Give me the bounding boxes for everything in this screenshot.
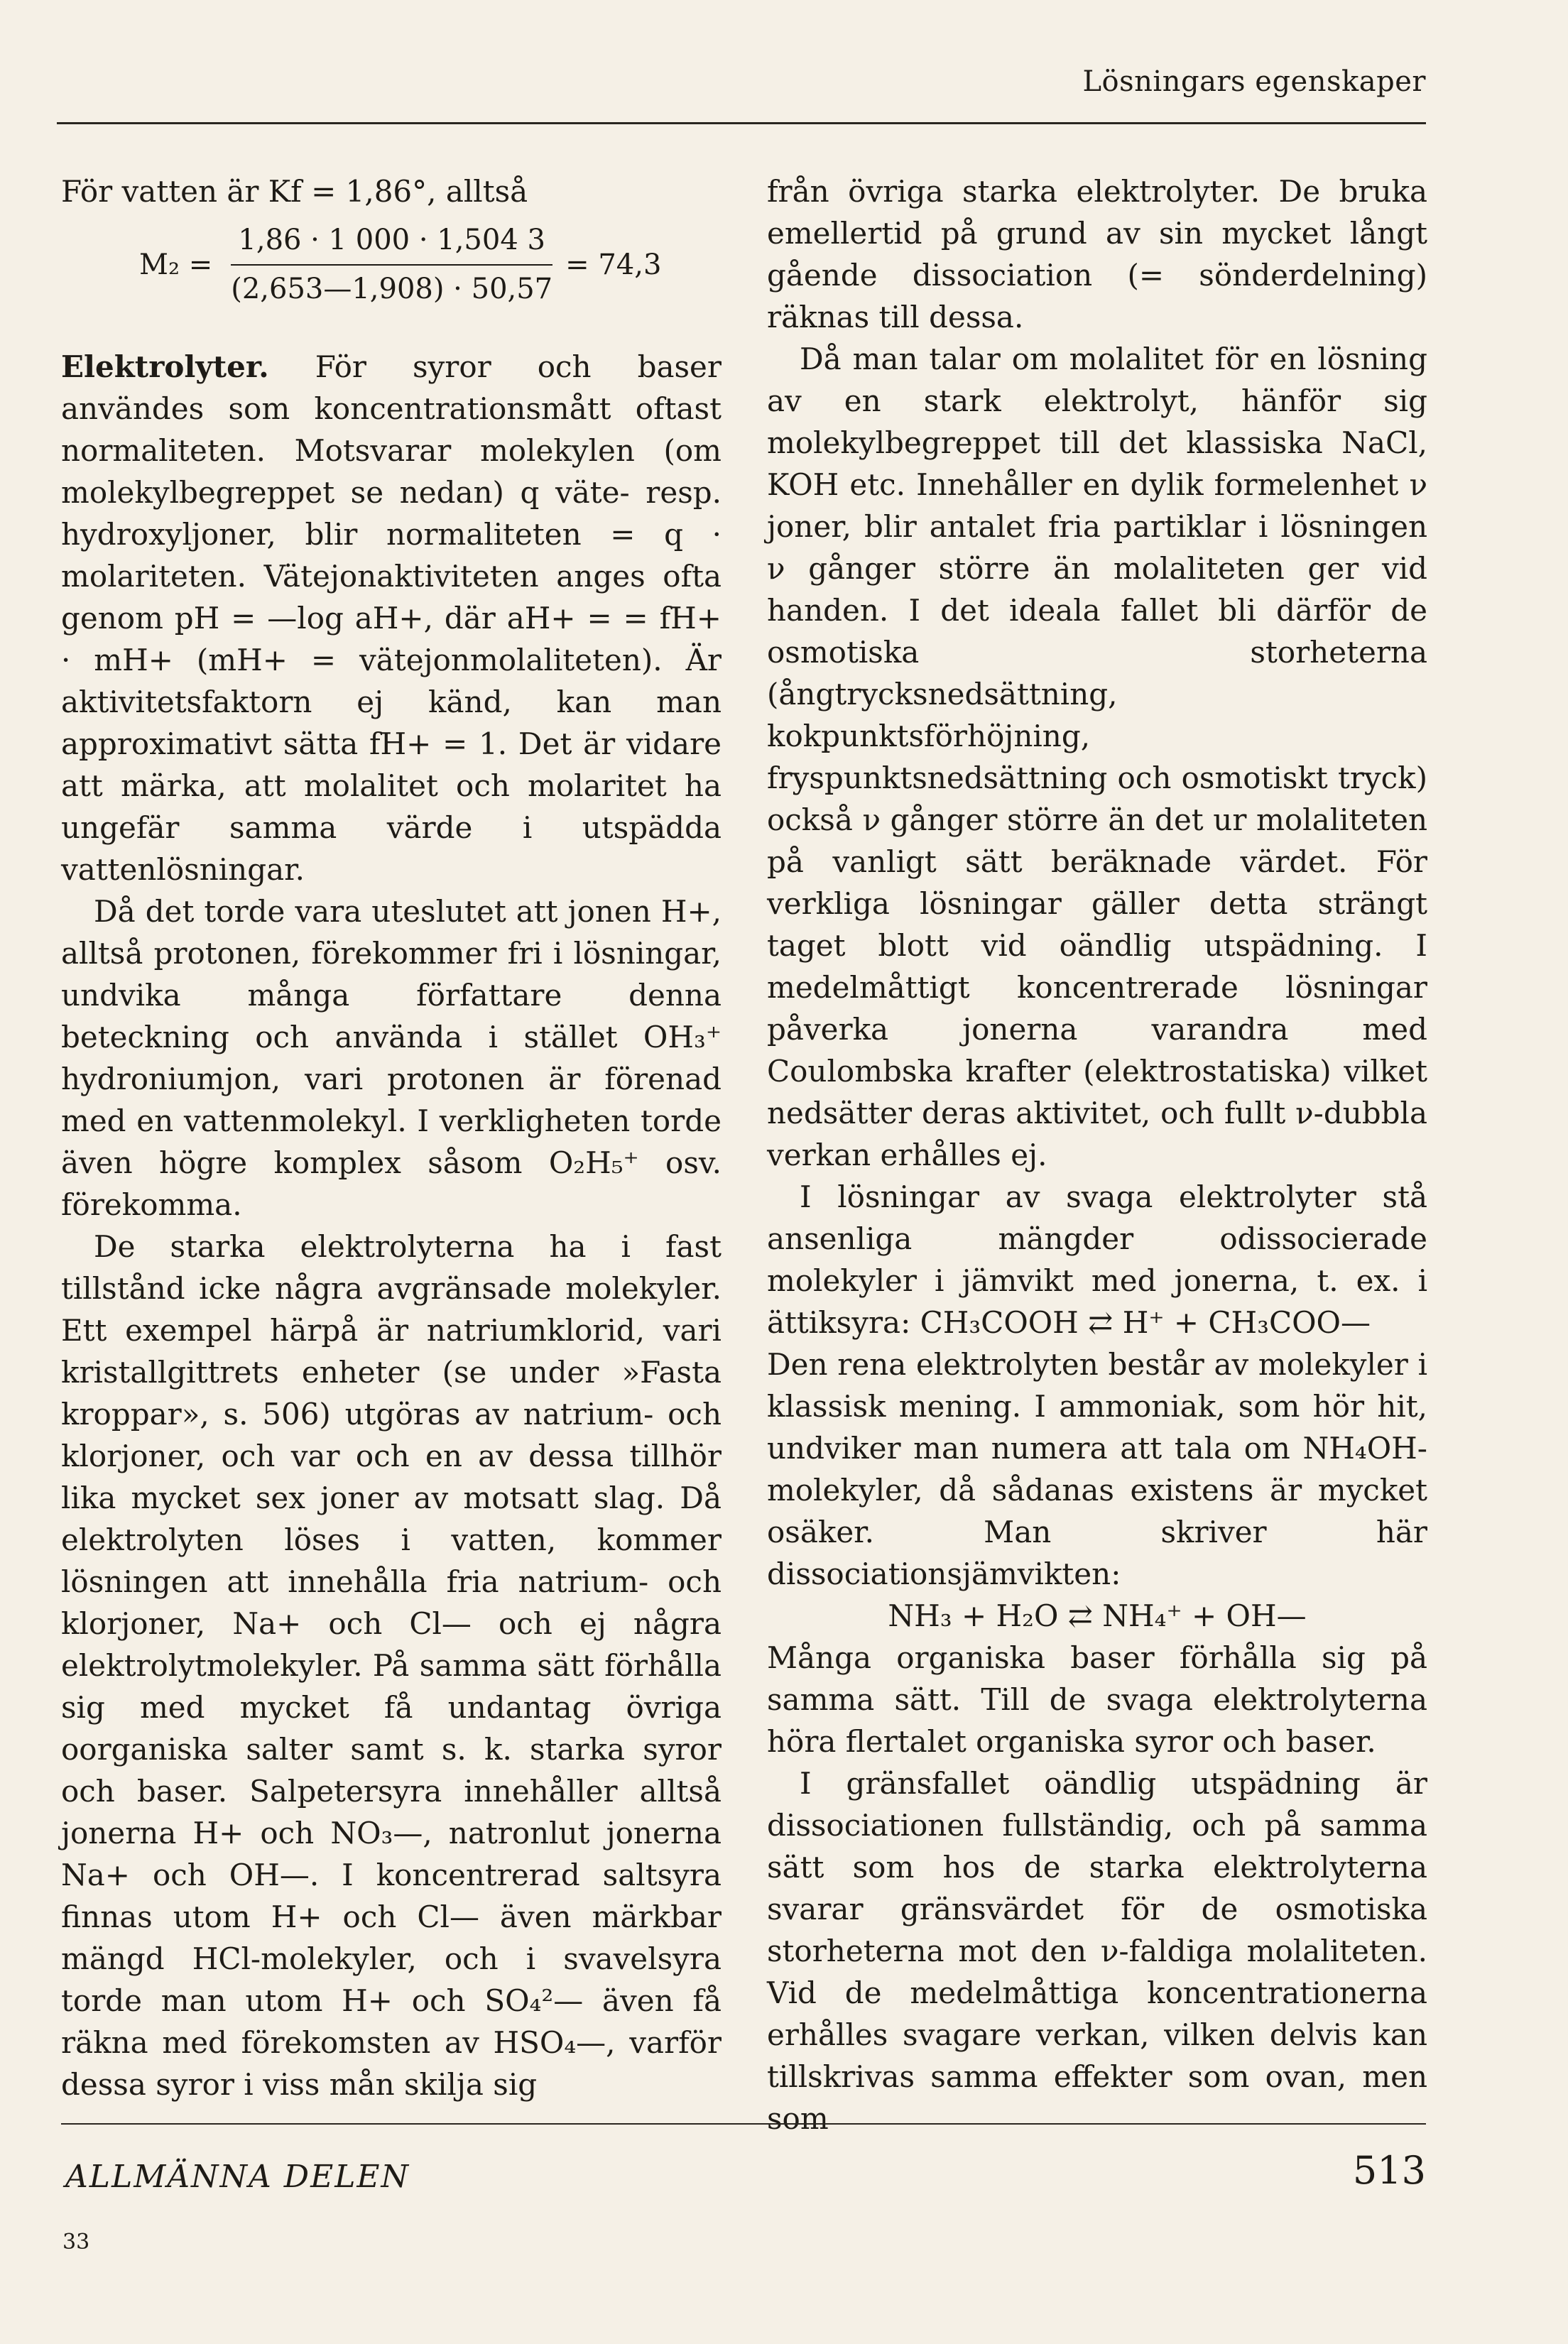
running-head: Lösningars egenskaper [1082, 65, 1426, 98]
paragraph: För syror och baser användes som koncentrationsmått oftast normaliteten. Motsvarar molekylen (om molekylbegreppet se nedan) q väte- resp. hydroxyljoner, blir normaliteten = q · molariteten. Vätejonaktiviteten anges ofta genom pH = —log aH+, där aH+ = = fH+ · mH+ (mH+ = vätejonmolaliteten). Är aktivitetsfaktorn ej känd, kan man approximativt sätta fH+ = 1. Det är vidare att märka, att molalitet och molaritet ha ungefär samma värde i utspädda vattenlösningar. [61, 349, 722, 887]
paragraph: I lösningar av svaga elektrolyter stå ansenliga mängder odissocierade molekyler i jämvikt med jonerna, t. ex. i ättiksyra: CH₃COOH ⇄ H⁺ + CH₃COO— [767, 1179, 1427, 1340]
header-rule [57, 122, 1426, 124]
paragraph: Den rena elektrolyten består av molekyler i klassisk mening. I ammoniak, som hör hit, undviker man numera att tala om NH₄OH-molekyler, då sådanas existens är mycket osäker. Man skriver här dissociationsjämvikten: [767, 1347, 1427, 1591]
formula-numerator: 1,86 · 1 000 · 1,504 3 [231, 219, 552, 266]
right-column [767, 170, 1427, 2139]
formula-result: = 74,3 [565, 248, 662, 281]
section-footer: ALLMÄNNA DELEN [65, 2159, 410, 2195]
paragraph: från övriga starka elektrolyter. De bruka emellertid på grund av sin mycket långt gående dissociation (= sönderdelning) räknas till dessa. [767, 174, 1427, 334]
paragraph: Då man talar om molalitet för en lösning av en stark elektrolyt, hänför sig molekylbegreppet till det klassiska NaCl, KOH etc. Innehåller en dylik formelenhet ν joner, blir antalet fria partiklar i lösningen ν gånger större än molaliteten ger vid handen. I det ideala fallet bli därför de osmotiska storheterna (ångtrycksnedsättning, kokpunktsförhöjning, fryspunktsnedsättning och osmotiskt tryck) också ν gånger större än det ur molaliteten på vanligt sätt beräknade värdet. För verkliga lösningar gäller detta strängt taget blott vid oändlig utspädning. I medelmåttigt koncentrerade lösningar påverka jonerna varandra med Coulombska krafter (elektrostatiska) vilket nedsätter deras aktivitet, och fullt ν-dubbla verkan erhålles ej. [767, 342, 1427, 1172]
paragraph: I gränsfallet oändlig utspädning är dissociationen fullständig, och på samma sätt som hos de starka elektrolyterna svarar gränsvärdet för de osmotiska storheterna mot den ν-faldiga molaliteten. Vid de medelmåttiga koncentrationerna erhålles svagare verkan, vilken delvis kan tillskrivas samma effekter som ovan, men som [767, 1766, 1427, 2136]
section-heading-elektrolyter: Elektrolyter. [61, 349, 269, 384]
formula-denominator: (2,653—1,908) · 50,57 [231, 273, 553, 305]
ammonia-equilibrium-equation: NH₃ + H₂O ⇄ NH₄⁺ + OH— [888, 1598, 1307, 1633]
intro-line: För vatten är Kf = 1,86°, alltså [61, 174, 528, 209]
page-number: 513 [1352, 2148, 1426, 2193]
molar-mass-formula [139, 219, 722, 310]
footer-rule [61, 2123, 1426, 2125]
paragraph: Många organiska baser förhålla sig på samma sätt. Till de svaga elektrolyterna höra flertalet organiska syror och baser. [767, 1640, 1427, 1759]
formula-lhs: M₂ = [139, 248, 213, 281]
paragraph: Då det torde vara uteslutet att jonen H+, alltså protonen, förekommer fri i lösningar, undvika många författare denna beteckning och använda i stället OH₃⁺ hydroniumjon, vari protonen är förenad med en vattenmolekyl. I verkligheten torde även högre komplex såsom O₂H₅⁺ osv. förekomma. [61, 894, 722, 1222]
paragraph: De starka elektrolyterna ha i fast tillstånd icke några avgränsade molekyler. Ett exempel härpå är natriumklorid, vari kristallgittrets enheter (se under »Fasta kroppar», s. 506) utgöras av natrium- och klorjoner, och var och en av dessa tillhör lika mycket sex joner av motsatt slag. Då elektrolyten löses i vatten, kommer lösningen att innehålla fria natrium- och klorjoner, Na+ och Cl— och ej några elektrolytmolekyler. På samma sätt förhålla sig med mycket få undantag övriga oorganiska salter samt s. k. starka syror och baser. Salpetersyra innehåller alltså jonerna H+ och NO₃—, natronlut jonerna Na+ och OH—. I koncentrerad saltsyra finnas utom H+ och Cl— även märkbar mängd HCl-molekyler, och i svavelsyra torde man utom H+ och SO₄²— även få räkna med förekomsten av HSO₄—, varför dessa syror i viss mån skilja sig [61, 1229, 722, 2102]
left-column [61, 170, 722, 2105]
formula-fraction [224, 219, 560, 310]
printer-signature: 33 [62, 2230, 90, 2255]
